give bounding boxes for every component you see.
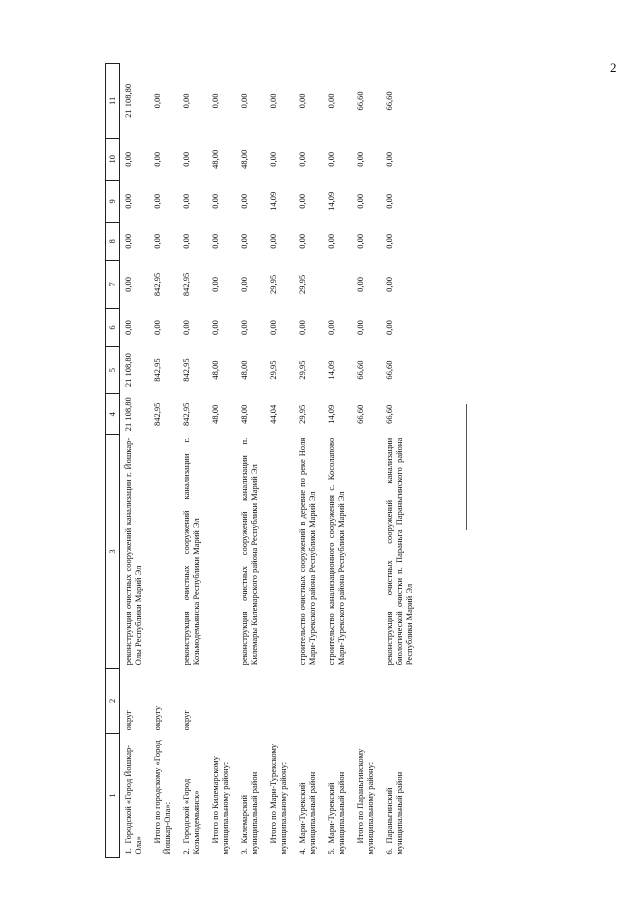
- row-description: [352, 435, 381, 668]
- rotated-table-wrapper: [105, 63, 535, 858]
- value-cell: 48,00: [210, 360, 221, 380]
- row-label-suffix: [381, 668, 420, 733]
- value-cell: 0,00: [297, 151, 308, 167]
- value-cell: 14,09: [326, 404, 337, 424]
- value-cell: 0,00: [384, 276, 395, 292]
- value-cell: 0,00: [210, 320, 221, 335]
- value-cell: 0,00: [181, 320, 192, 335]
- row-description: строительство очистных сооружений в деревне по реке Ноля Мари-Турекского района Республики Марий Эл: [297, 437, 318, 666]
- row-description: реконструкция очистных сооружений канализации биологической очистки п. Параньга Параньгинского района Республики Марий Эл: [384, 437, 415, 666]
- value-cell: 0,00: [268, 151, 279, 167]
- column-header: 1: [106, 733, 120, 857]
- value-cell: 0,00: [384, 151, 395, 167]
- value-cell: 48,00: [210, 404, 221, 424]
- value-cell: 66,60: [355, 404, 366, 424]
- value-cell: 0,00: [268, 320, 279, 335]
- row-description: [149, 435, 178, 668]
- row-label: 6.Параньгинский муниципальный район: [384, 771, 405, 855]
- value-cell: 842,95: [152, 358, 163, 382]
- value-cell: 0,00: [123, 193, 133, 209]
- value-cell: 0,00: [152, 233, 163, 249]
- page-number: 2: [610, 60, 617, 75]
- value-cell: 48,00: [239, 360, 250, 380]
- value-cell: [323, 260, 352, 308]
- value-cell: 29,95: [268, 274, 279, 294]
- value-cell: 66,60: [384, 91, 395, 111]
- value-cell: 0,00: [297, 93, 308, 109]
- value-cell: 0,00: [355, 320, 366, 335]
- value-cell: 0,00: [268, 233, 279, 249]
- value-cell: 0,00: [268, 93, 279, 109]
- row-label: Итого по городскому «Город Йошкар-Ола»:: [152, 740, 173, 855]
- column-header: 8: [106, 222, 120, 260]
- value-cell: 66,60: [355, 91, 366, 111]
- value-cell: 0,00: [355, 151, 366, 167]
- row-description: реконструкция очистных сооружений канализации г. Козьмодемьянска Республики Марий Эл: [181, 437, 202, 666]
- row-label-suffix: [323, 668, 352, 733]
- column-header: 2: [106, 668, 120, 733]
- table-row: [236, 64, 265, 858]
- row-label-suffix: округ: [181, 710, 192, 731]
- row-label: 3.Килемарский муниципальный район: [239, 771, 260, 855]
- row-label: Итого по Килемарскому муниципальному району:: [210, 756, 231, 855]
- row-description: реконструкция очистных сооружений канализации г. Йошкар-Олы Республики Марий Эл: [123, 437, 144, 666]
- row-label-suffix: [207, 668, 236, 733]
- value-cell: 48,00: [239, 404, 250, 424]
- value-cell: 0,00: [152, 320, 163, 335]
- value-cell: 842,95: [152, 402, 163, 426]
- value-cell: 14,09: [326, 191, 337, 211]
- column-header: 3: [106, 435, 120, 668]
- table-row: [381, 64, 420, 858]
- value-cell: 0,00: [355, 193, 366, 209]
- value-cell: 21 108,80: [123, 397, 133, 432]
- value-cell: 14,09: [326, 360, 337, 380]
- value-cell: 0,00: [239, 93, 250, 109]
- column-header: 10: [106, 138, 120, 180]
- row-description: реконструкция очистных сооружений канализации п. Килемары Килемарского района Республики Марий Эл: [239, 437, 260, 666]
- row-label: Итого по Мари-Турекскому муниципальному району:: [268, 743, 289, 855]
- table-row: [207, 64, 236, 858]
- column-header: 6: [106, 309, 120, 347]
- row-description: строительство канализационного сооружения с. Косолапово Мари-Турекского района Республики Марий Эл: [326, 437, 347, 666]
- row-label-suffix: [294, 668, 323, 733]
- value-cell: 0,00: [326, 233, 337, 249]
- value-cell: 0,00: [384, 193, 395, 209]
- value-cell: 0,00: [326, 93, 337, 109]
- row-label-suffix: [352, 668, 381, 733]
- value-cell: 0,00: [239, 276, 250, 292]
- value-cell: 0,00: [384, 233, 395, 249]
- value-cell: 66,60: [384, 360, 395, 380]
- table-row: [178, 64, 207, 858]
- value-cell: 29,95: [297, 360, 308, 380]
- table-row: [323, 64, 352, 858]
- value-cell: 0,00: [123, 151, 133, 167]
- value-cell: 0,00: [355, 276, 366, 292]
- value-cell: 0,00: [297, 233, 308, 249]
- value-cell: 842,95: [152, 272, 163, 297]
- value-cell: 66,60: [355, 360, 366, 380]
- value-cell: 842,95: [181, 272, 192, 297]
- table-row: [120, 64, 150, 858]
- value-cell: 0,00: [210, 193, 221, 209]
- header-row: [106, 64, 120, 858]
- table-row: [352, 64, 381, 858]
- value-cell: 14,09: [268, 191, 279, 211]
- value-cell: 48,00: [239, 149, 250, 169]
- column-header: 5: [106, 346, 120, 393]
- value-cell: 0,00: [297, 320, 308, 335]
- row-description: [265, 435, 294, 668]
- value-cell: 0,00: [152, 93, 163, 109]
- row-label: 5.Мари-Турекский муниципальный район: [326, 771, 347, 855]
- value-cell: 29,95: [297, 404, 308, 424]
- value-cell: 0,00: [181, 151, 192, 167]
- investment-table: [105, 63, 420, 858]
- value-cell: 0,00: [181, 233, 192, 249]
- value-cell: 0,00: [123, 320, 133, 335]
- value-cell: 0,00: [326, 320, 337, 335]
- value-cell: 0,00: [123, 233, 133, 249]
- value-cell: 0,00: [210, 93, 221, 109]
- value-cell: 48,00: [210, 149, 221, 169]
- value-cell: 29,95: [268, 360, 279, 380]
- value-cell: 0,00: [326, 151, 337, 167]
- row-label-suffix: округ: [123, 710, 133, 731]
- value-cell: 0,00: [355, 233, 366, 249]
- value-cell: 0,00: [181, 193, 192, 209]
- row-label-suffix: [265, 668, 294, 733]
- row-label: 2.Городской «Город Козьмодемьянск»: [181, 778, 202, 855]
- table-row: [149, 64, 178, 858]
- value-cell: 0,00: [297, 193, 308, 209]
- value-cell: 0,00: [210, 233, 221, 249]
- row-description: [207, 435, 236, 668]
- value-cell: 0,00: [239, 320, 250, 335]
- row-label-suffix: [236, 668, 265, 733]
- value-cell: 44,04: [268, 404, 279, 424]
- value-cell: 29,95: [297, 274, 308, 294]
- row-label: Итого по Параньгинскому муниципальному району:: [355, 748, 376, 855]
- value-cell: 0,00: [152, 193, 163, 209]
- value-cell: 21 108,80: [123, 83, 133, 118]
- value-cell: 842,95: [181, 402, 192, 426]
- row-label-suffix: округу: [152, 705, 163, 731]
- row-label: 4.Мари-Турекский муниципальный район: [297, 771, 318, 855]
- table-row: [294, 64, 323, 858]
- value-cell: 0,00: [123, 276, 133, 292]
- value-cell: 66,60: [384, 404, 395, 424]
- value-cell: 0,00: [239, 233, 250, 249]
- value-cell: 0,00: [181, 93, 192, 109]
- value-cell: 0,00: [210, 276, 221, 292]
- value-cell: 21 108,80: [123, 353, 133, 388]
- value-cell: 0,00: [239, 193, 250, 209]
- column-header: 4: [106, 394, 120, 435]
- value-cell: 842,95: [181, 358, 192, 382]
- column-header: 9: [106, 180, 120, 222]
- column-header: 11: [106, 64, 120, 139]
- value-cell: 0,00: [384, 320, 395, 335]
- value-cell: 0,00: [152, 151, 163, 167]
- column-header: 7: [106, 260, 120, 308]
- table-row: [265, 64, 294, 858]
- row-label: 1.Городской «Город Йошкар-Ола»: [123, 744, 144, 855]
